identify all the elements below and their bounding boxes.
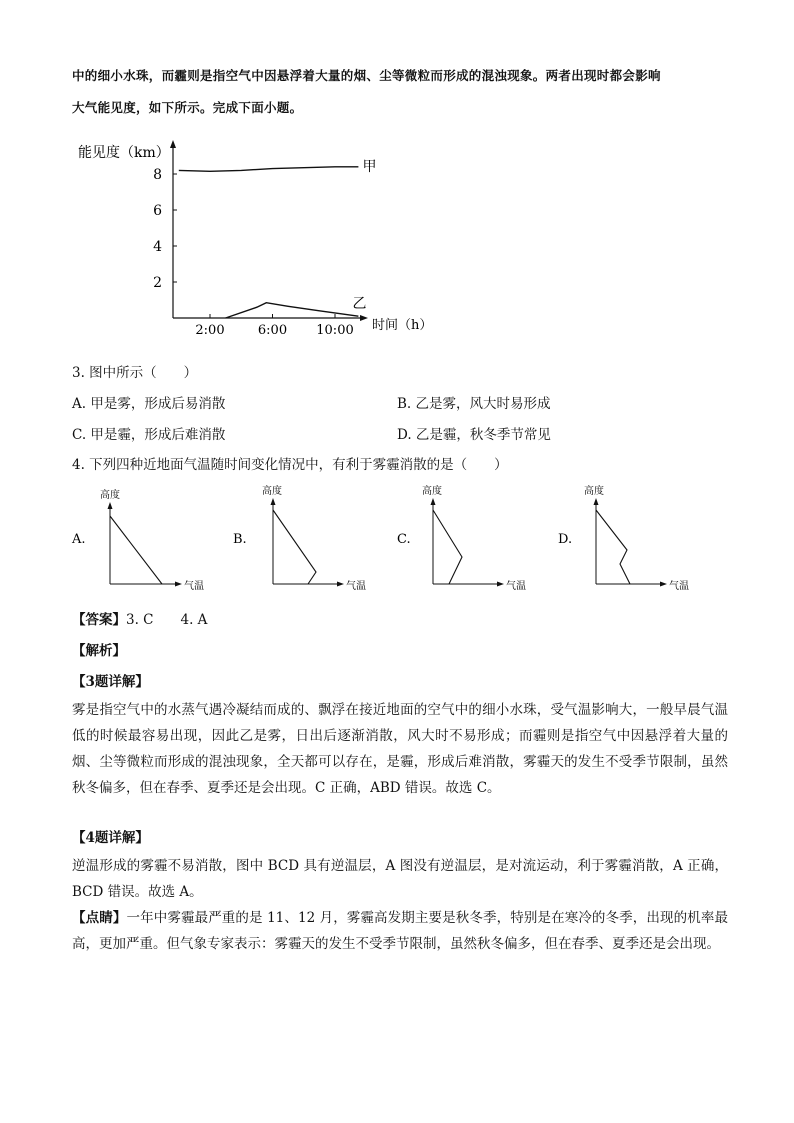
series-label-yi: 乙 — [352, 296, 367, 313]
q4-graph-xlabel: 气温 — [669, 581, 689, 592]
y-axis-arrow — [594, 498, 599, 505]
series-line-jia — [179, 167, 359, 172]
temperature-profile — [433, 510, 462, 584]
q4-graph-d — [558, 484, 689, 592]
q4-graph-ylabel: 高度 — [422, 486, 442, 497]
q4-graphs — [0, 480, 794, 600]
x-tick-label: 10:00 — [316, 323, 354, 338]
analysis-label: 【解析】 — [72, 643, 126, 659]
y-tick-label: 2 — [153, 275, 162, 291]
q4-graph-c — [397, 484, 526, 592]
series-line-yi — [226, 303, 359, 318]
q4-graph-xlabel: 气温 — [346, 581, 366, 592]
q4-graph-ylabel: 高度 — [584, 486, 604, 497]
q3-option-c: C. 甲是霾，形成后难消散 — [72, 427, 226, 443]
visibility-chart — [0, 0, 794, 345]
detail-4-text: 逆温形成的雾霾不易消散，图中 BCD 具有逆温层，A 图没有逆温层，是对流运动，利于雾霾消散，A 正确，BCD 错误。故选 A。 — [72, 858, 728, 900]
y-tick-label: 6 — [153, 203, 162, 219]
temperature-profile — [110, 516, 162, 584]
temperature-profile — [273, 510, 316, 584]
y-tick-label: 4 — [153, 239, 162, 255]
tip-tag: 【点睛】 — [72, 910, 127, 926]
y-axis-arrow — [431, 498, 436, 505]
x-axis-arrow — [175, 582, 182, 587]
answer-tag: 【答案】 — [72, 612, 126, 628]
tip-paragraph — [72, 905, 728, 957]
detail-3-title: 【3题详解】 — [72, 674, 149, 690]
intro-line-1: 中的细小水珠，而霾则是指空气中因悬浮着大量的烟、尘等微粒而形成的混浊现象。两者出现时都会影响 — [72, 68, 661, 83]
y-tick-label: 8 — [153, 167, 162, 183]
q4-graph-letter: A. — [72, 532, 86, 547]
y-axis-arrow — [108, 502, 113, 509]
q4-graph-letter: D. — [558, 532, 573, 547]
q4-graph-letter: B. — [233, 532, 247, 547]
q4-graph-ylabel: 高度 — [262, 486, 282, 497]
x-axis-arrow — [660, 582, 667, 587]
x-axis-arrow — [360, 315, 368, 321]
q4-graph-ylabel: 高度 — [100, 490, 120, 501]
q3-option-b: B. 乙是雾，风大时易形成 — [397, 396, 551, 412]
x-tick-label: 2:00 — [195, 323, 225, 338]
x-axis-arrow — [337, 582, 344, 587]
detail-4-title: 【4题详解】 — [72, 830, 149, 846]
answer-text: 3. C 4. A — [126, 612, 208, 628]
y-axis-label: 能见度（km） — [78, 145, 170, 161]
x-axis-label: 时间（h） — [372, 318, 433, 333]
q4-graph-xlabel: 气温 — [506, 581, 526, 592]
intro-line-2: 大气能见度，如下所示。完成下面小题。 — [72, 100, 303, 115]
q4-graph-a — [71, 488, 204, 592]
series-label-jia: 甲 — [362, 158, 377, 175]
x-axis-arrow — [497, 582, 504, 587]
q3-stem: 3. 图中所示（ ） — [72, 365, 198, 381]
q4-graph-letter: C. — [397, 532, 411, 547]
tip-text: 一年中雾霾最严重的是 11、12 月，雾霾高发期主要是秋冬季，特别是在寒冷的冬季，出现的机率最高，更加严重。但气象专家表示：雾霾天的发生不受季节限制，虽然秋冬偏多，但在春季、夏季还是会出现。 — [72, 910, 728, 952]
y-axis-arrow — [170, 140, 176, 148]
q4-graph-xlabel: 气温 — [184, 581, 204, 592]
detail-3-text: 雾是指空气中的水蒸气遇冷凝结而成的、飘浮在接近地面的空气中的细小水珠，受气温影响大，一般早晨气温低的时候最容易出现，因此乙是雾，日出后逐渐消散，风大时不易形成；而霾则是指空气中因悬浮着大量的烟、尘等微粒而形成的混浊现象，全天都可以存在，是霾，形成后难消散，雾霾天的发生不受季节限制，虽然秋冬偏多，但在春季、夏季还是会出现。C 正确，ABD 错误。故选 C。 — [72, 702, 728, 796]
q4-stem: 4. 下列四种近地面气温随时间变化情况中，有利于雾霾消散的是（ ） — [72, 457, 508, 473]
y-axis-arrow — [271, 498, 276, 505]
temperature-profile — [596, 510, 630, 584]
q4-graph-b — [233, 484, 366, 592]
q3-option-a: A. 甲是雾，形成后易消散 — [72, 396, 226, 412]
q3-option-d: D. 乙是霾，秋冬季节常见 — [397, 427, 551, 443]
x-tick-label: 6:00 — [257, 323, 288, 338]
